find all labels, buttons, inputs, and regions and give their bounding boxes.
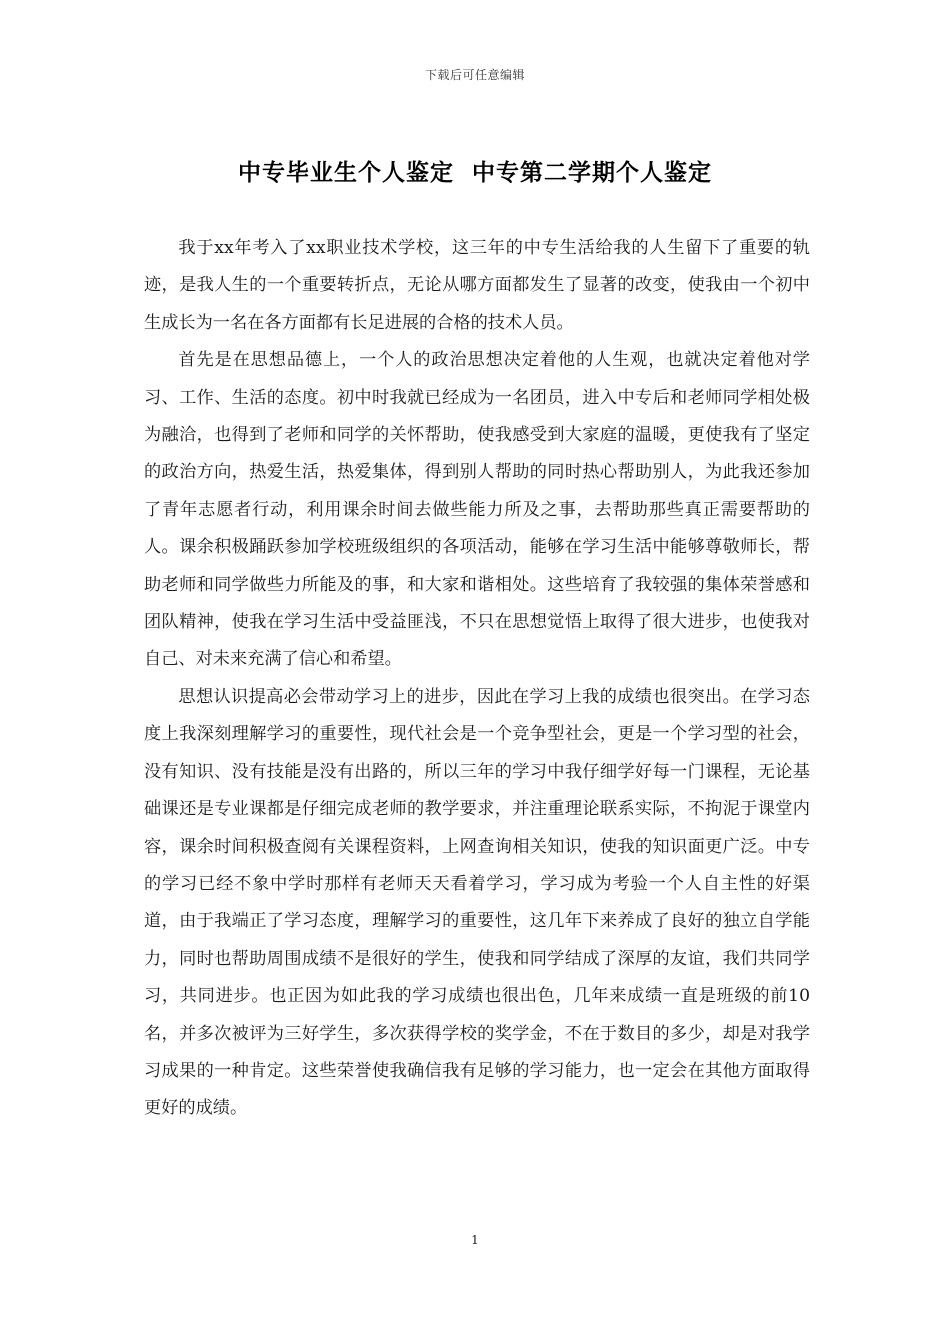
paragraph-3: 思想认识提高必会带动学习上的进步，因此在学习上我的成绩也很突出。在学习态度上我深刻理解学习的重要性，现代社会是一个竞争型社会，更是一个学习型的社会，没有知识、没有技能是没有出路的，所以三年的学习中我仔细学好每一门课程，无论基础课还是专业课都是仔细完成老师的教学要求，并注重理论联系实际，不拘泥于课堂内容，课余时间积极查阅有关课程资料，上网查询相关知识，使我的知识面更广泛。中专的学习已经不象中学时那样有老师天天看着学习，学习成为考验一个人自主性的好渠道，由于我端正了学习态度，理解学习的重要性，这几年下来养成了良好的独立自学能力，同时也帮助周围成绩不是很好的学生，使我和同学结成了深厚的友谊，我们共同学习，共同进步。也正因为如此我的学习成绩也很出色，几年来成绩一直是班级的前10名，并多次被评为三好学生，多次获得学校的奖学金，不在于数目的多少，却是对我学习成果的一种肯定。这些荣誉使我确信我有足够的学习能力，也一定会在其他方面取得更好的成绩。 xyxy=(144,686,810,1119)
paragraph-2: 首先是在思想品德上，一个人的政治思想决定着他的人生观，也就决定着他对学习、工作、生活的态度。初中时我就已经成为一名团员，进入中专后和老师同学相处极为融洽，也得到了老师和同学的关怀帮助，使我感受到大家庭的温暖，更使我有了坚定的政治方向，热爱生活，热爱集体，得到别人帮助的同时热心帮助别人，为此我还参加了青年志愿者行动，利用课余时间去做些能力所及之事，去帮助那些真正需要帮助的人。课余积极踊跃参加学校班级组织的各项活动，能够在学习生活中能够尊敬师长，帮助老师和同学做些力所能及的事，和大家和谐相处。这些培育了我较强的集体荣誉感和团队精神，使我在学习生活中受益匪浅，不只在思想觉悟上取得了很大进步，也使我对自己、对未来充满了信心和希望。 xyxy=(144,350,810,670)
header-note: 下载后可任意编辑 xyxy=(424,68,525,82)
page-number: 1 xyxy=(471,1233,479,1247)
paragraph-1: 我于xx年考入了xx职业技术学校，这三年的中专生活给我的人生留下了重要的轨迹，是我人生的一个重要转折点，无论从哪方面都发生了显著的改变，使我由一个初中生成长为一名在各方面都有长足进展的合格的技术人员。 xyxy=(144,238,810,333)
document-title: 中专毕业生个人鉴定 中专第二学期个人鉴定 xyxy=(237,160,712,186)
document-body xyxy=(144,230,810,1128)
